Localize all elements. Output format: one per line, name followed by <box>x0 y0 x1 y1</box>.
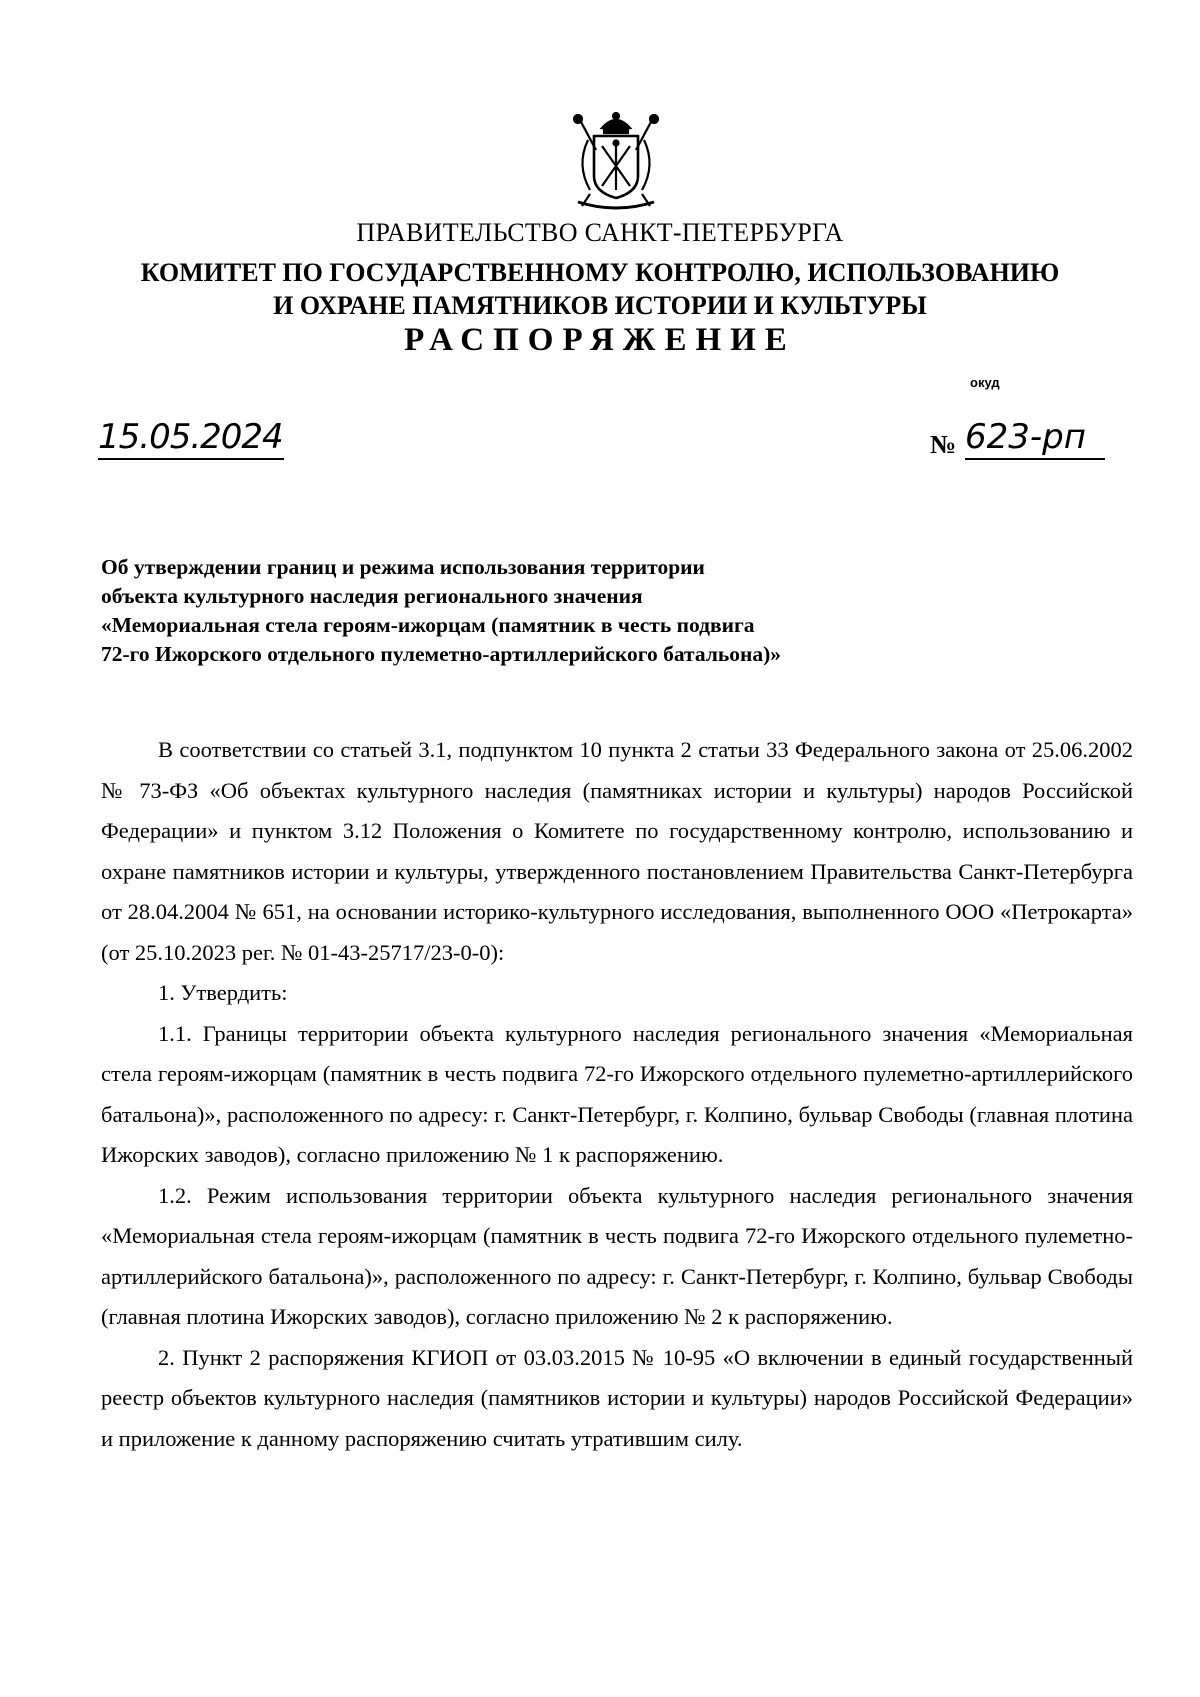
committee-title-line-1: КОМИТЕТ ПО ГОСУДАРСТВЕННОМУ КОНТРОЛЮ, ИСПОЛЬЗОВАНИЮ <box>140 258 1060 287</box>
item-1-1: 1.1. Границы территории объекта культурного наследия регионального значения «Мемориальная стела героям-ижорцам (памятник в честь подвига 72-го Ижорского отдельного пулеметно-артиллерийского батальона)», расположенного по адресу: г. Санкт-Петербург, г. Колпино, бульвар Свободы (главная плотина Ижорских заводов), согласно приложению № 1 к распоряжению. <box>101 1020 1133 1167</box>
item-1: 1. Утвердить: <box>158 980 288 1005</box>
document-date: 15.05.2024 <box>98 416 284 460</box>
subject-line-1: Об утверждении границ и режима использования территории <box>101 555 705 579</box>
subject-line-4: 72-го Ижорского отдельного пулеметно-артиллерийского батальона)» <box>101 642 782 666</box>
document-subject <box>101 553 921 669</box>
okud-label: окуд <box>970 375 1000 390</box>
item-1-2: 1.2. Режим использования территории объекта культурного наследия регионального значения «Мемориальная стела героям-ижорцам (памятник в честь подвига 72-го Ижорского отдельного пулеметно-артиллерийского батальона)», расположенного по адресу: г. Санкт-Петербург, г. Колпино, бульвар Свободы (главная плотина Ижорских заводов), согласно приложению № 2 к распоряжению. <box>101 1182 1133 1329</box>
document-number: 623-рп <box>965 416 1105 460</box>
preamble-paragraph: В соответствии со статьей 3.1, подпунктом 10 пункта 2 статьи 33 Федерального закона от 25.06.2002 № 73-ФЗ «Об объектах культурного наследия (памятниках истории и культуры) народов Российской Федерации» и пунктом 3.12 Положения о Комитете по государственному контролю, использованию и охране памятников истории и культуры, утвержденного постановлением Правительства Санкт-Петербурга от 28.04.2004 № 651, на основании историко-культурного исследования, выполненного ООО «Петрокарта» (от 25.10.2023 рег. № 01-43-25717/23-0-0): <box>101 737 1133 965</box>
item-2: 2. Пункт 2 распоряжения КГИОП от 03.03.2015 № 10-95 «О включении в единый государственный реестр объектов культурного наследия (памятников истории и культуры) народов Российской Федерации» и приложение к данному распоряжению считать утратившим силу. <box>101 1344 1133 1451</box>
government-title: ПРАВИТЕЛЬСТВО САНКТ-ПЕТЕРБУРГА <box>356 218 844 247</box>
committee-title <box>0 256 1200 322</box>
committee-title-line-2: И ОХРАНЕ ПАМЯТНИКОВ ИСТОРИИ И КУЛЬТУРЫ <box>273 291 927 320</box>
document-type: РАСПОРЯЖЕНИЕ <box>404 322 796 358</box>
subject-line-3: «Мемориальная стела героям-ижорцам (памятник в честь подвига <box>101 613 755 637</box>
st-petersburg-coat-of-arms-icon <box>568 110 664 214</box>
subject-line-2: объекта культурного наследия регионального значения <box>101 584 643 608</box>
number-sign: № <box>930 430 957 459</box>
document-body <box>101 730 1133 1459</box>
